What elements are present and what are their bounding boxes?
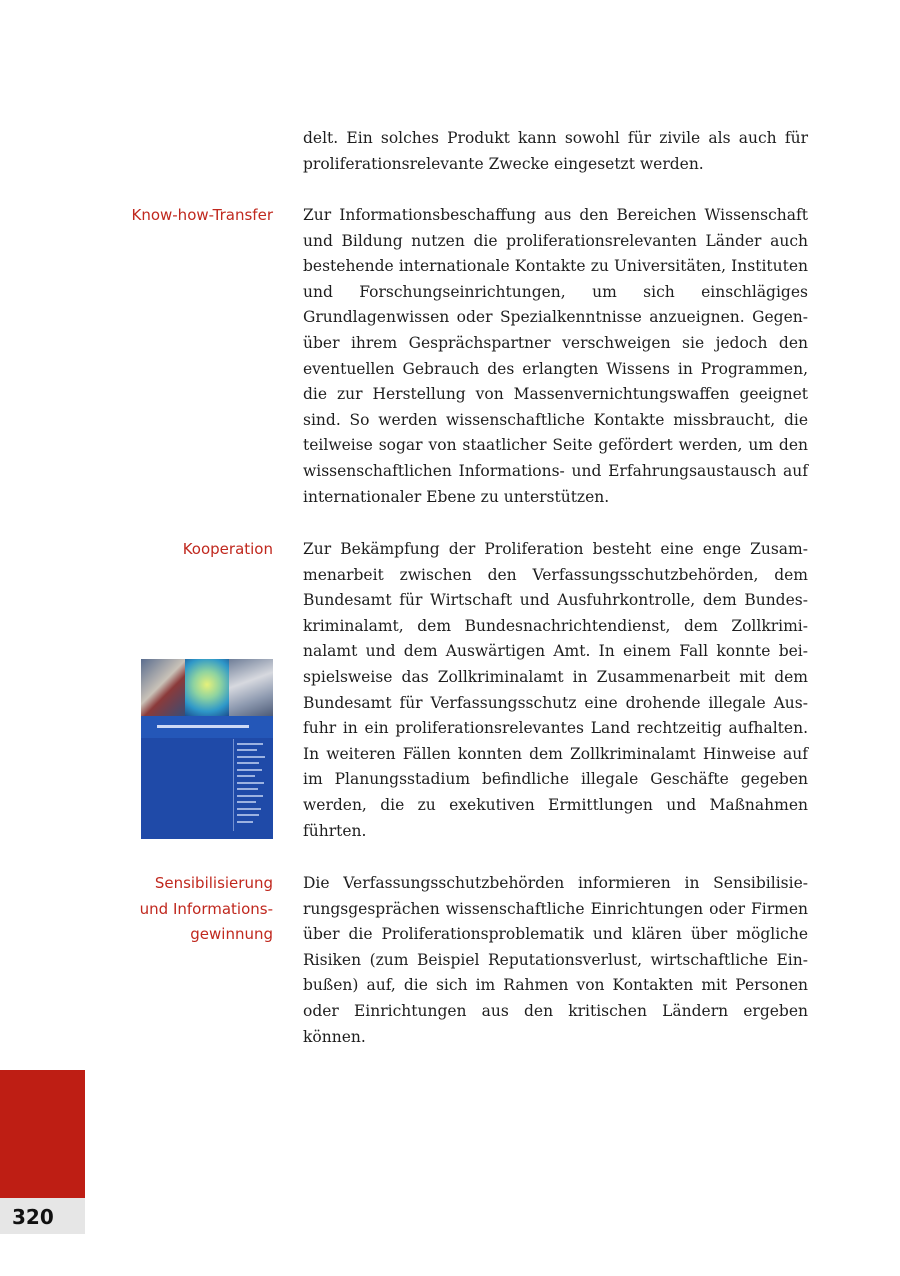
brochure-cover-image [141, 659, 273, 839]
margin-label-text: Kooperation [182, 540, 273, 558]
margin-label-sensibilisierung [93, 871, 273, 948]
margin-label-kooperation [93, 537, 273, 563]
body-paragraph-kooperation: Zur Bekämpfung der Proliferation besteht eine enge Zusammenarbeit zwischen den Verfassungsschutzbehörden, dem Bundesamt für Wirtschaft und Ausfuhrkontrolle, dem Bundeskriminalamt, dem Bundesnachrichtendienst, dem Zollkriminalamt und dem Auswärtigen Amt. In einem Fall konnte beispielsweise das Zollkriminalamt in Zusammenarbeit mit dem Bundesamt für Verfassungsschutz eine drohende illegale Ausfuhr in ein proliferationsrelevantes Land rechtzeitig aufhalten. In weiteren Fällen konnten dem Zollkriminalamt Hinweise auf im Planungsstadium befindliche illegale Geschäfte gegeben werden, die zu exekutiven Ermittlungen und Maßnahmen führten. [303, 540, 808, 840]
brochure-photo-strip [141, 659, 273, 716]
margin-label-text: Know-how-Transfer [131, 206, 273, 224]
body-paragraph-know-how-transfer: Zur Informationsbeschaffung aus den Bereichen Wissenschaft und Bildung nutzen die proliferationsrelevanten Länder auch bestehende internationale Kontakte zu Universitäten, Instituten und Forschungseinrichtungen, um sich einschlägiges Grundlagenwissen oder Spezialkenntnisse anzueignen. Gegenüber ihrem Gesprächspartner verschweigen sie jedoch den eventuellen Gebrauch des erlangten Wissens in Programmen, die zur Herstellung von Massenvernichtungswaffen geeignet sind. So werden wissenschaftliche Kontakte missbraucht, die teilweise sogar von staatlicher Seite gefördert werden, um den wissenschaftlichen Informations- und Erfahrungsaustausch auf internationaler Ebene zu unterstützen. [303, 206, 808, 506]
margin-label-line-2: und Informations- [139, 899, 273, 918]
body-paragraph-sensibilisierung: Die Verfassungsschutzbehörden informieren in Sensibilisierungsgesprächen wissenschaftliche Einrichtungen oder Firmen über die Proliferationsproblematik und klären über mögliche Risiken (zum Beispiel Reputationsverlust, wirtschaftliche Einbußen) auf, die sich im Rahmen von Kontakten mit Personen oder Einrichtungen aus den kritischen Ländern ergeben können. [303, 874, 808, 1046]
margin-label-know-how-transfer [93, 203, 273, 229]
page-number: 320 [12, 1205, 54, 1229]
margin-label-line-3: gewinnung [190, 925, 273, 944]
margin-label-line-1: Sensibilisierung [154, 874, 273, 892]
chapter-color-tab [0, 1070, 85, 1198]
body-paragraph-intro: delt. Ein solches Produkt kann sowohl für zivile als auch für proliferationsrelevante Zwecke eingesetzt werden. [303, 129, 808, 173]
